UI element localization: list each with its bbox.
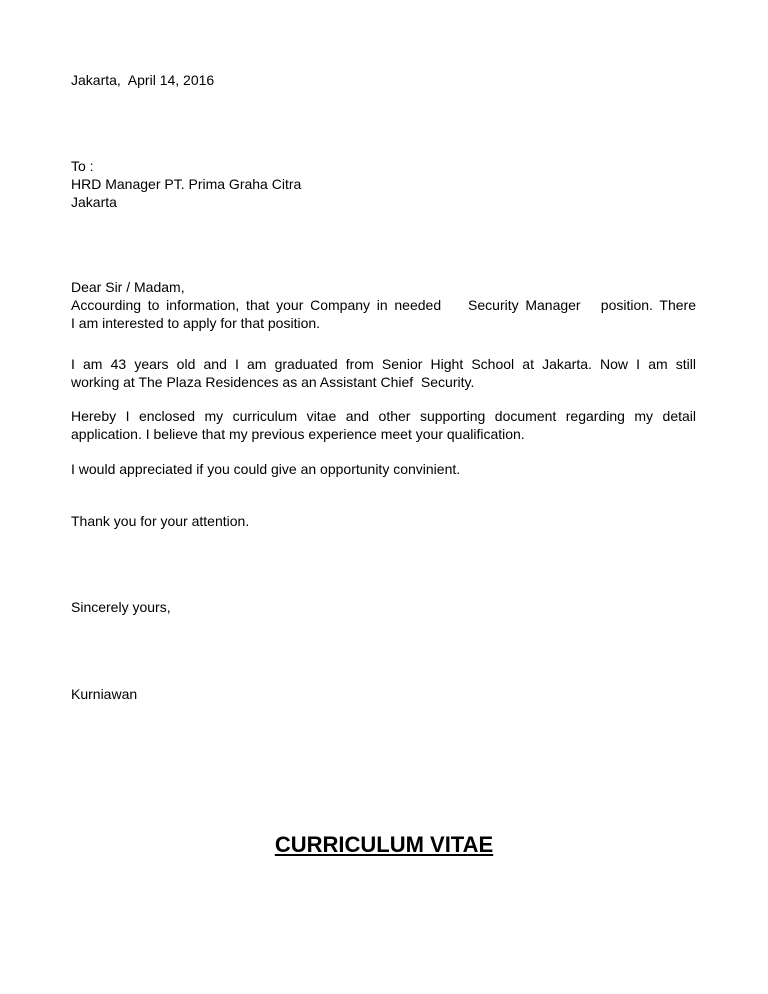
- recipient-to-label: To :: [71, 158, 94, 174]
- recipient-company: HRD Manager PT. Prima Graha Citra: [71, 176, 302, 192]
- paragraph-2-line-1: I am 43 years old and I am graduated from Senior Hight School at Jakarta. Now I am still: [71, 356, 696, 372]
- signature-name: Kurniawan: [71, 686, 138, 702]
- paragraph-4: I would appreciated if you could give an opportunity convinient.: [71, 461, 461, 477]
- thanks-line: Thank you for your attention.: [71, 513, 250, 529]
- cv-title: CURRICULUM VITAE: [274, 832, 494, 857]
- paragraph-3-line-1: Hereby I enclosed my curriculum vitae and other supporting document regarding my detail: [71, 408, 696, 424]
- closing-line: Sincerely yours,: [71, 599, 171, 615]
- salutation: Dear Sir / Madam,: [71, 279, 185, 295]
- recipient-city: Jakarta: [71, 194, 117, 210]
- paragraph-3-line-2: application. I believe that my previous experience meet your qualification.: [71, 426, 525, 442]
- paragraph-1-line-1: Accourding to information, that your Company in needed Security Manager position. There: [71, 297, 696, 313]
- letter-date: Jakarta, April 14, 2016: [71, 72, 215, 88]
- paragraph-2-line-2: working at The Plaza Residences as an Assistant Chief Security.: [71, 374, 475, 390]
- paragraph-1-line-2: I am interested to apply for that position.: [71, 315, 321, 331]
